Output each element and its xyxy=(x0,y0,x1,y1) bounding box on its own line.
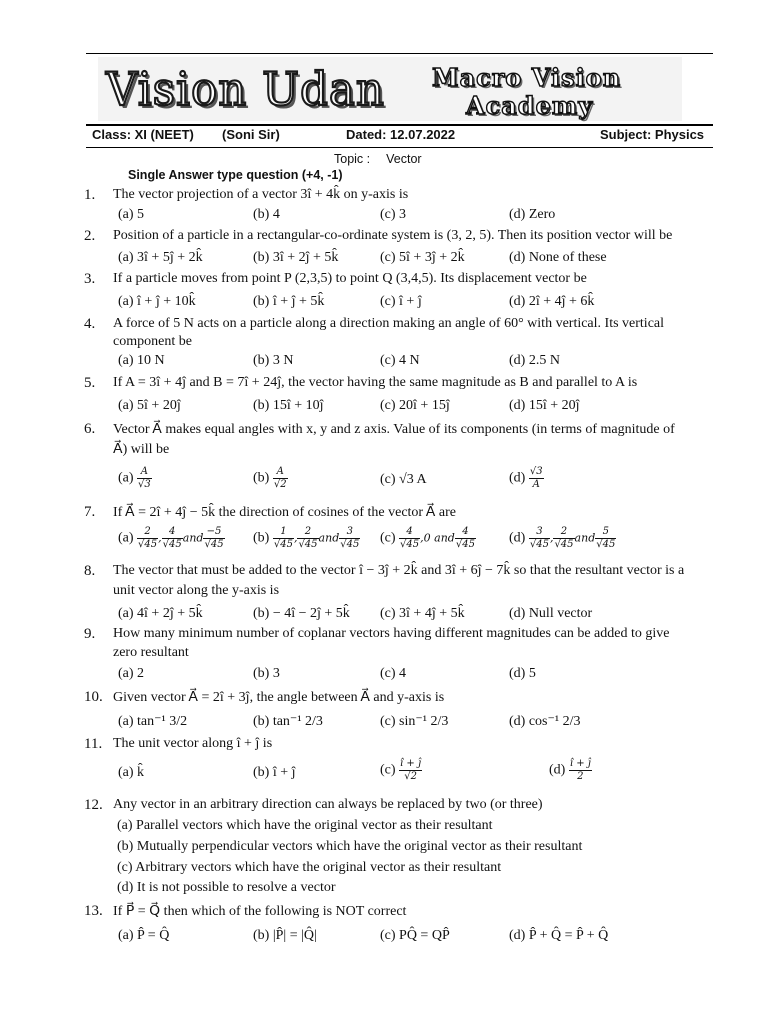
numerator: 2 xyxy=(297,526,318,539)
question-text-line2: unit vector along the y-axis is xyxy=(113,583,280,598)
option-label: (c) xyxy=(380,762,396,778)
question-text-line2: component be xyxy=(113,334,192,349)
question-text: Any vector in an arbitrary direction can always be replaced by two (or three) xyxy=(113,797,543,812)
fraction xyxy=(273,466,288,491)
question-text-line2: A⃗) will be xyxy=(113,442,170,457)
subject-label: Subject: Physics xyxy=(600,127,705,142)
question-text: If A⃗ = 2î + 4ĵ − 5k̂ the direction of cosines of the vector A⃗ are xyxy=(113,505,456,520)
denominator: √45 xyxy=(554,539,574,550)
question-number: 1. xyxy=(84,187,96,203)
denominator: √45 xyxy=(138,539,158,550)
numerator: 2 xyxy=(137,526,158,539)
question-number: 2. xyxy=(84,228,96,244)
question-text: If A = 3î + 4ĵ and B = 7î + 24ĵ, the vector having the same magnitude as B and parallel to A is xyxy=(113,375,638,390)
question-number: 12. xyxy=(84,797,103,813)
question-text: Given vector A⃗ = 2î + 3ĵ, the angle between A⃗ and y-axis is xyxy=(113,690,445,705)
option-d: (d) $\frac{3}{√45}$ , $\frac{2}{√45}$ and $\frac{5}{√45}$ xyxy=(509,526,616,550)
fraction xyxy=(553,526,574,551)
question-number: 11. xyxy=(84,736,103,752)
denominator: √45 xyxy=(529,539,549,550)
option-c: (c) 20î + 15ĵ xyxy=(380,398,450,413)
option-b: (b) $\frac{1}{√45}$ , $\frac{2}{√45}$ and $\frac{3}{√45}$ xyxy=(253,526,360,550)
fraction xyxy=(529,526,550,551)
denominator: √3 xyxy=(138,479,151,490)
numerator: A xyxy=(137,466,152,479)
option-label: (b) xyxy=(253,470,270,486)
option-c: (c) Arbitrary vectors which have the original vector as their resultant xyxy=(117,860,502,875)
question-number: 8. xyxy=(84,563,96,579)
fraction xyxy=(595,526,616,551)
option-a: (a) 2 xyxy=(118,666,145,681)
fraction xyxy=(273,526,294,551)
header-rule xyxy=(86,124,713,126)
option-label: (b) xyxy=(253,530,270,546)
option-c: (c) 5î + 3ĵ + 2k̂ xyxy=(380,250,465,265)
option-c: (c) PQ̂ = QP̂ xyxy=(380,928,450,943)
question-text: If a particle moves from point P (2,3,5) to point Q (3,4,5). Its displacement vector be xyxy=(113,271,587,286)
question-text: The unit vector along î + ĵ is xyxy=(113,736,273,751)
top-rule xyxy=(86,53,713,54)
topic-label: Topic : xyxy=(334,152,371,166)
option-c: (c) sin⁻¹ 2/3 xyxy=(380,714,449,729)
fraction xyxy=(137,526,158,551)
question-number: 4. xyxy=(84,316,96,332)
option-b xyxy=(253,466,288,491)
question-text: If P⃗ = Q⃗ then which of the following is NOT correct xyxy=(113,904,407,919)
denominator: √45 xyxy=(273,539,293,550)
option-label: (d) xyxy=(549,762,566,778)
option-a: (a) 4î + 2ĵ + 5k̂ xyxy=(118,606,203,621)
question-text: Position of a particle in a rectangular-co-ordinate system is (3, 2, 5). Then its position vector will be xyxy=(113,228,673,243)
fraction xyxy=(203,526,224,551)
question-text: A force of 5 N acts on a particle along a direction making an angle of 60° with vertical. Its vertical xyxy=(113,316,665,331)
option-d: (d) 2.5 N xyxy=(509,353,560,368)
option-c: (c) 3 xyxy=(380,207,407,222)
option-a: (a) P̂ = Q̂ xyxy=(118,928,170,943)
class-label: Class: XI (NEET) xyxy=(92,127,194,142)
option-b: (b) |P̂| = |Q̂| xyxy=(253,928,317,943)
macro-vision-logo-line2: Academy xyxy=(466,91,594,120)
option-d: (d) cos⁻¹ 2/3 xyxy=(509,714,581,729)
option-label: (c) xyxy=(380,530,396,546)
denominator: √45 xyxy=(400,539,420,550)
numerator: A xyxy=(273,466,288,479)
option-b: (b) − 4î − 2ĵ + 5k̂ xyxy=(253,606,350,621)
numerator: î + ĵ xyxy=(569,758,591,769)
option-d xyxy=(549,758,592,783)
option-b: (b) 15î + 10ĵ xyxy=(253,398,324,413)
option-a: (a) î + ĵ + 10k̂ xyxy=(118,294,196,309)
option-label: (a) xyxy=(118,470,134,486)
numerator: √3 xyxy=(529,466,543,477)
numerator: 4 xyxy=(399,526,420,539)
option-a: (a) k̂ xyxy=(118,765,145,780)
denominator: √45 xyxy=(162,539,182,550)
option-a: (a) tan⁻¹ 3/2 xyxy=(118,714,188,729)
question-number: 9. xyxy=(84,626,96,642)
denominator: √2 xyxy=(273,479,287,490)
option-d: (d) P̂ + Q̂ = P̂ + Q̂ xyxy=(509,928,609,943)
numerator: 4 xyxy=(455,526,476,539)
option-d: (d) It is not possible to resolve a vector xyxy=(117,880,336,895)
option-c xyxy=(380,758,422,783)
topic xyxy=(334,152,422,166)
question-text: The vector projection of a vector 3î + 4k̂ on y-axis is xyxy=(113,187,409,202)
denominator: √45 xyxy=(298,539,318,550)
option-b: (b) 4 xyxy=(253,207,280,222)
option-c: (c) √3 A xyxy=(380,472,427,487)
question-text: Vector A⃗ makes equal angles with x, y and z axis. Value of its components (in terms of magnitude of xyxy=(113,422,675,437)
question-number: 10. xyxy=(84,689,103,705)
option-label: (a) xyxy=(118,530,134,546)
numerator: 5 xyxy=(595,526,616,539)
option-d: (d) Null vector xyxy=(509,606,593,621)
option-d: (d) None of these xyxy=(509,250,607,265)
numerator: 3 xyxy=(529,526,550,539)
vision-udan-logo: Vision Udan xyxy=(106,62,385,116)
option-d: (d) 15î + 20ĵ xyxy=(509,398,580,413)
fraction xyxy=(569,758,592,783)
denominator: 2 xyxy=(577,771,584,782)
question-number: 7. xyxy=(84,504,96,520)
option-a: (a) 3î + 5ĵ + 2k̂ xyxy=(118,250,203,265)
option-a: (a) 5 xyxy=(118,207,145,222)
numerator: −5 xyxy=(203,526,224,539)
option-b: (b) 3 N xyxy=(253,353,294,368)
topic-value: Vector xyxy=(386,152,422,166)
option-c xyxy=(380,526,476,551)
numerator: 2 xyxy=(553,526,574,539)
option-b: (b) Mutually perpendicular vectors which have the original vector as their resultant xyxy=(117,839,583,854)
option-c: (c) 4 N xyxy=(380,353,420,368)
and-text: and xyxy=(318,531,340,545)
question-text: The vector that must be added to the vector î − 3ĵ + 2k̂ and 3î + 6ĵ − 7k̂ so that the resultant vector is a xyxy=(113,563,685,578)
fraction xyxy=(529,466,544,491)
teacher-label: (Soni Sir) xyxy=(222,127,280,142)
option-b: (b) î + ĵ xyxy=(253,765,296,780)
fraction xyxy=(339,526,360,551)
question-number: 3. xyxy=(84,271,96,287)
numerator: 3 xyxy=(339,526,360,539)
option-b: (b) 3 xyxy=(253,666,280,681)
fraction xyxy=(162,526,183,551)
numerator: î + ĵ xyxy=(400,758,422,769)
option-b: (b) 3î + 2ĵ + 5k̂ xyxy=(253,250,339,265)
denominator: √45 xyxy=(204,539,224,550)
fraction xyxy=(399,758,422,783)
macro-vision-logo-line1: Macro Vision xyxy=(432,63,622,92)
option-d: (d) 2î + 4ĵ + 6k̂ xyxy=(509,294,595,309)
option-c: (c) î + ĵ xyxy=(380,294,422,309)
option-a: (a) Parallel vectors which have the original vector as their resultant xyxy=(117,818,493,833)
question-number: 5. xyxy=(84,375,96,391)
denominator: √2 xyxy=(404,771,417,782)
option-label: (d) xyxy=(509,470,526,486)
option-c: (c) 3î + 4ĵ + 5k̂ xyxy=(380,606,465,621)
denominator: √45 xyxy=(340,539,360,550)
option-a: (a) 5î + 20ĵ xyxy=(118,398,181,413)
denominator: √45 xyxy=(455,539,475,550)
option-c: (c) 4 xyxy=(380,666,407,681)
fraction xyxy=(297,526,318,551)
and-text: and xyxy=(182,531,204,545)
option-label: (d) xyxy=(509,530,526,546)
fraction xyxy=(399,526,420,551)
info-rule xyxy=(86,147,713,148)
option-d xyxy=(509,466,544,491)
section-heading: Single Answer type question (+4, -1) xyxy=(128,168,343,182)
denominator: A xyxy=(532,479,540,490)
question-number: 6. xyxy=(84,421,96,437)
fraction xyxy=(455,526,476,551)
option-a: (a) $\frac{2}{√45}$ , $\frac{4}{√45}$ and $\frac{-5}{√45}$ xyxy=(118,526,224,550)
fraction xyxy=(137,466,152,491)
numerator: 1 xyxy=(273,526,294,539)
option-a xyxy=(118,466,152,491)
question-text-line2: zero resultant xyxy=(113,645,189,660)
option-a: (a) 10 N xyxy=(118,353,165,368)
option-d: (d) Zero xyxy=(509,207,556,222)
and-text: and xyxy=(574,531,596,545)
numerator: 4 xyxy=(162,526,183,539)
zero-and-text: ,0 and xyxy=(420,531,455,545)
denominator: √45 xyxy=(596,539,616,550)
question-text: How many minimum number of coplanar vectors having different magnitudes can be added to give xyxy=(113,626,670,641)
option-d: (d) 5 xyxy=(509,666,536,681)
option-b: (b) î + ĵ + 5k̂ xyxy=(253,294,325,309)
question-number: 13. xyxy=(84,903,103,919)
option-b: (b) tan⁻¹ 2/3 xyxy=(253,714,323,729)
date-label: Dated: 12.07.2022 xyxy=(346,127,456,142)
